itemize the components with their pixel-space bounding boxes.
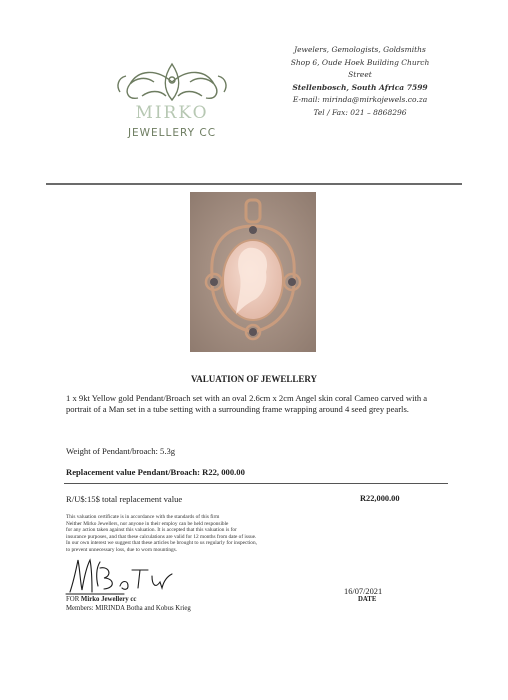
disclaimer-line: Neither Mirko Jewellers, nor anyone in their employ can be held responsible bbox=[66, 520, 229, 527]
disclaimer-line: for any action taken against this valuation. It is accepted that this valuation is for bbox=[66, 527, 237, 534]
signature-image bbox=[64, 556, 184, 601]
members-line: Members: MIRINDA Botha and Kobus Krieg bbox=[66, 605, 191, 612]
item-weight: Weight of Pendant/broach: 5.3g bbox=[66, 446, 176, 456]
pendant-photo bbox=[190, 192, 316, 352]
total-amount: R22,000.00 bbox=[360, 494, 400, 503]
disclaimer-line: This valuation certificate is in accordance with the standards of this firm bbox=[66, 514, 220, 520]
company-logo bbox=[112, 56, 232, 156]
date-value: 16/07/2021 bbox=[344, 587, 383, 596]
header-divider bbox=[46, 183, 462, 185]
contact-phone: Tel / Fax: 021 – 8868296 bbox=[313, 107, 407, 117]
signatory-line bbox=[66, 596, 136, 603]
signatory-prefix: FOR bbox=[66, 596, 81, 603]
contact-block bbox=[290, 44, 430, 119]
disclaimer-line: In our own interest we suggest that these articles be brought to us regularly for inspection, bbox=[66, 540, 257, 547]
disclaimer bbox=[66, 514, 336, 554]
replacement-value: Replacement value Pendant/Broach: R22, 000.00 bbox=[66, 467, 245, 477]
signatory-company: Mirko Jewellery cc bbox=[80, 596, 137, 603]
contact-line: Shop 6, Oude Hoek Building Church bbox=[290, 57, 430, 67]
total-label: R/U$:15$ total replacement value bbox=[66, 494, 183, 504]
contact-city: Stellenbosch, South Africa 7599 bbox=[292, 82, 428, 92]
document-heading: VALUATION OF JEWELLERY bbox=[190, 374, 318, 384]
disclaimer-line: to prevent unnecessary loss, due to worn mountings. bbox=[66, 546, 178, 553]
date-label: DATE bbox=[358, 596, 377, 603]
disclaimer-line: insurance purposes, and that these calculations are valid for 12 months from date of issue. bbox=[66, 533, 257, 540]
logo-name: MIRKO bbox=[135, 103, 209, 123]
contact-line: Street bbox=[348, 70, 372, 79]
contact-line: Jewelers, Gemologists, Goldsmiths bbox=[294, 45, 426, 54]
section-divider bbox=[64, 483, 448, 484]
contact-email: E-mail: mirinda@mirkojewels.co.za bbox=[292, 95, 428, 104]
item-description: 1 x 9kt Yellow gold Pendant/Broach set with an oval 2.6cm x 2cm Angel skin coral Cameo carved with a portrait of a Man set in a tube setting with a surrounding frame wrapping around 4 seed grey pearls. bbox=[66, 393, 428, 415]
logo-subtitle: JEWELLERY CC bbox=[127, 127, 217, 139]
